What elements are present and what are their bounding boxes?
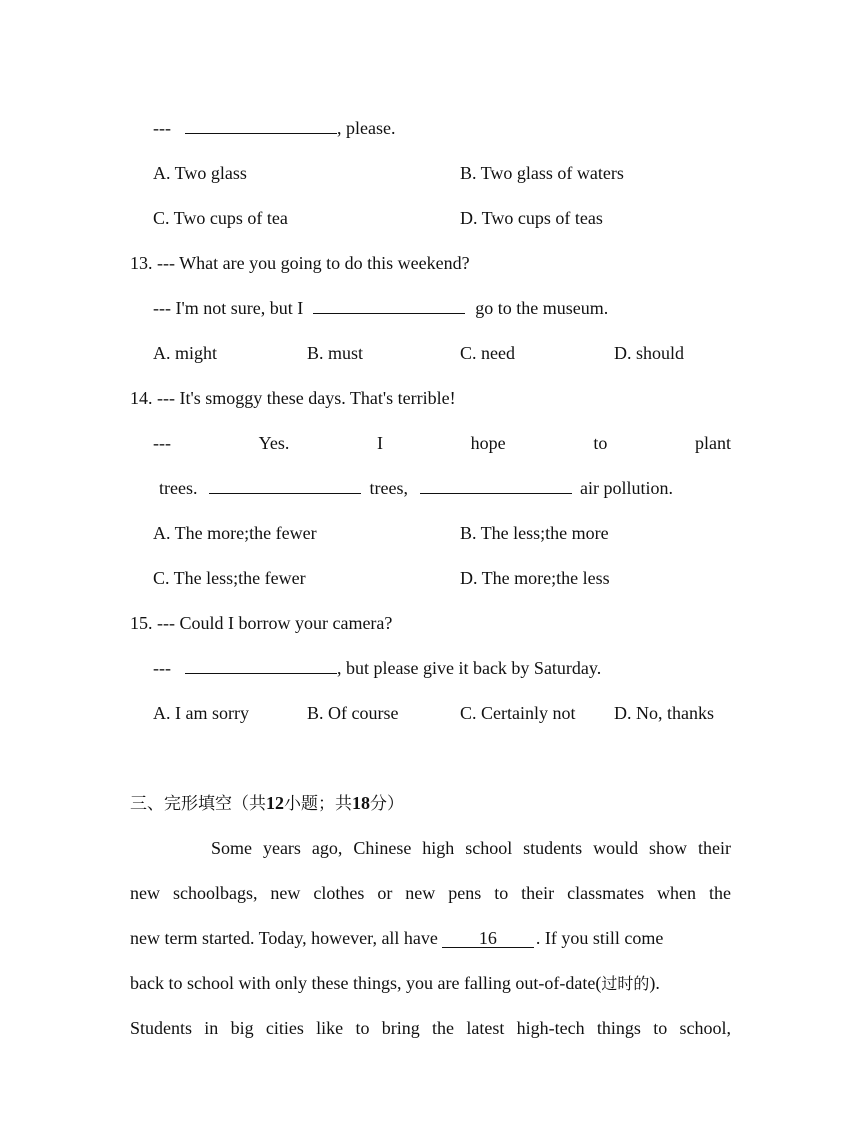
- passage-line-1: Some years ago, Chinese high school students would show their: [211, 838, 731, 858]
- answer-blank: [185, 658, 337, 674]
- q12-option-a: A. Two glass: [153, 163, 247, 183]
- section-heading-pre: 三、完形填空（共: [130, 794, 266, 814]
- q14-reply-word: to: [593, 433, 608, 453]
- q15-question: 15. --- Could I borrow your camera?: [130, 613, 393, 633]
- q14-reply-word: plant: [694, 433, 731, 453]
- q14-reply-word: I: [377, 433, 383, 453]
- q15-option-d: D. No, thanks: [614, 703, 714, 723]
- q12-reply: [153, 117, 395, 139]
- q12-reply-suffix: , please.: [336, 118, 396, 138]
- q15-reply: [153, 657, 601, 679]
- cloze-blank-16: 16: [442, 929, 534, 948]
- passage-line-2: new schoolbags, new clothes or new pens to their classmates when the: [130, 883, 731, 903]
- q14-reply-line1: [153, 432, 731, 454]
- passage-line3-pre: new term started. Today, however, all have: [130, 928, 438, 948]
- q15-option-b: B. Of course: [307, 703, 399, 723]
- answer-blank: [313, 298, 465, 314]
- q14-line2-b: trees,: [369, 478, 408, 498]
- q13-reply-suffix: go to the museum.: [475, 298, 609, 318]
- section-heading: [130, 792, 404, 815]
- answer-blank: [209, 478, 361, 494]
- q14-reply-line2: [159, 477, 673, 499]
- passage-line4-cn: 过时的: [601, 974, 650, 993]
- q15-option-c: C. Certainly not: [460, 703, 576, 723]
- q12-reply-prefix: ---: [153, 118, 171, 138]
- q14-option-b: B. The less;the more: [460, 523, 609, 543]
- q13-option-c: C. need: [460, 343, 515, 363]
- q15-reply-suffix: , but please give it back by Saturday.: [336, 658, 602, 678]
- q12-option-b: B. Two glass of waters: [460, 163, 624, 183]
- q13-question: 13. --- What are you going to do this weekend?: [130, 253, 470, 273]
- q14-option-c: C. The less;the fewer: [153, 568, 306, 588]
- answer-blank: [185, 118, 337, 134]
- section-heading-num1: 12: [266, 793, 284, 813]
- section-heading-post: 分）: [370, 794, 404, 814]
- q14-line2-a: trees.: [159, 478, 198, 498]
- q14-reply-word: Yes.: [258, 433, 290, 453]
- q14-option-d: D. The more;the less: [460, 568, 610, 588]
- passage-line4-post: ).: [649, 973, 660, 993]
- q14-option-a: A. The more;the fewer: [153, 523, 317, 543]
- passage-line4-pre: back to school with only these things, you are falling out-of-date(: [130, 973, 602, 993]
- q14-reply-word: ---: [153, 433, 171, 453]
- q15-reply-prefix: ---: [153, 658, 171, 678]
- q13-option-d: D. should: [614, 343, 685, 363]
- q12-option-d: D. Two cups of teas: [460, 208, 603, 228]
- q14-question: 14. --- It's smoggy these days. That's terrible!: [130, 388, 456, 408]
- q12-option-c: C. Two cups of tea: [153, 208, 288, 228]
- q15-option-a: A. I am sorry: [153, 703, 249, 723]
- section-heading-mid: 小题；共: [284, 794, 352, 814]
- q13-reply: [153, 297, 608, 319]
- passage-line-3: [130, 927, 663, 949]
- passage-line3-post: . If you still come: [535, 928, 664, 948]
- passage-line-4: [130, 972, 660, 995]
- passage-line-5: Students in big cities like to bring the latest high-tech things to school,: [130, 1018, 731, 1038]
- q14-line2-c: air pollution.: [579, 478, 673, 498]
- q13-option-b: B. must: [307, 343, 364, 363]
- answer-blank: [420, 478, 572, 494]
- q13-option-a: A. might: [153, 343, 218, 363]
- section-heading-num2: 18: [352, 793, 370, 813]
- q14-reply-word: hope: [470, 433, 506, 453]
- q13-reply-prefix: --- I'm not sure, but I: [153, 298, 304, 318]
